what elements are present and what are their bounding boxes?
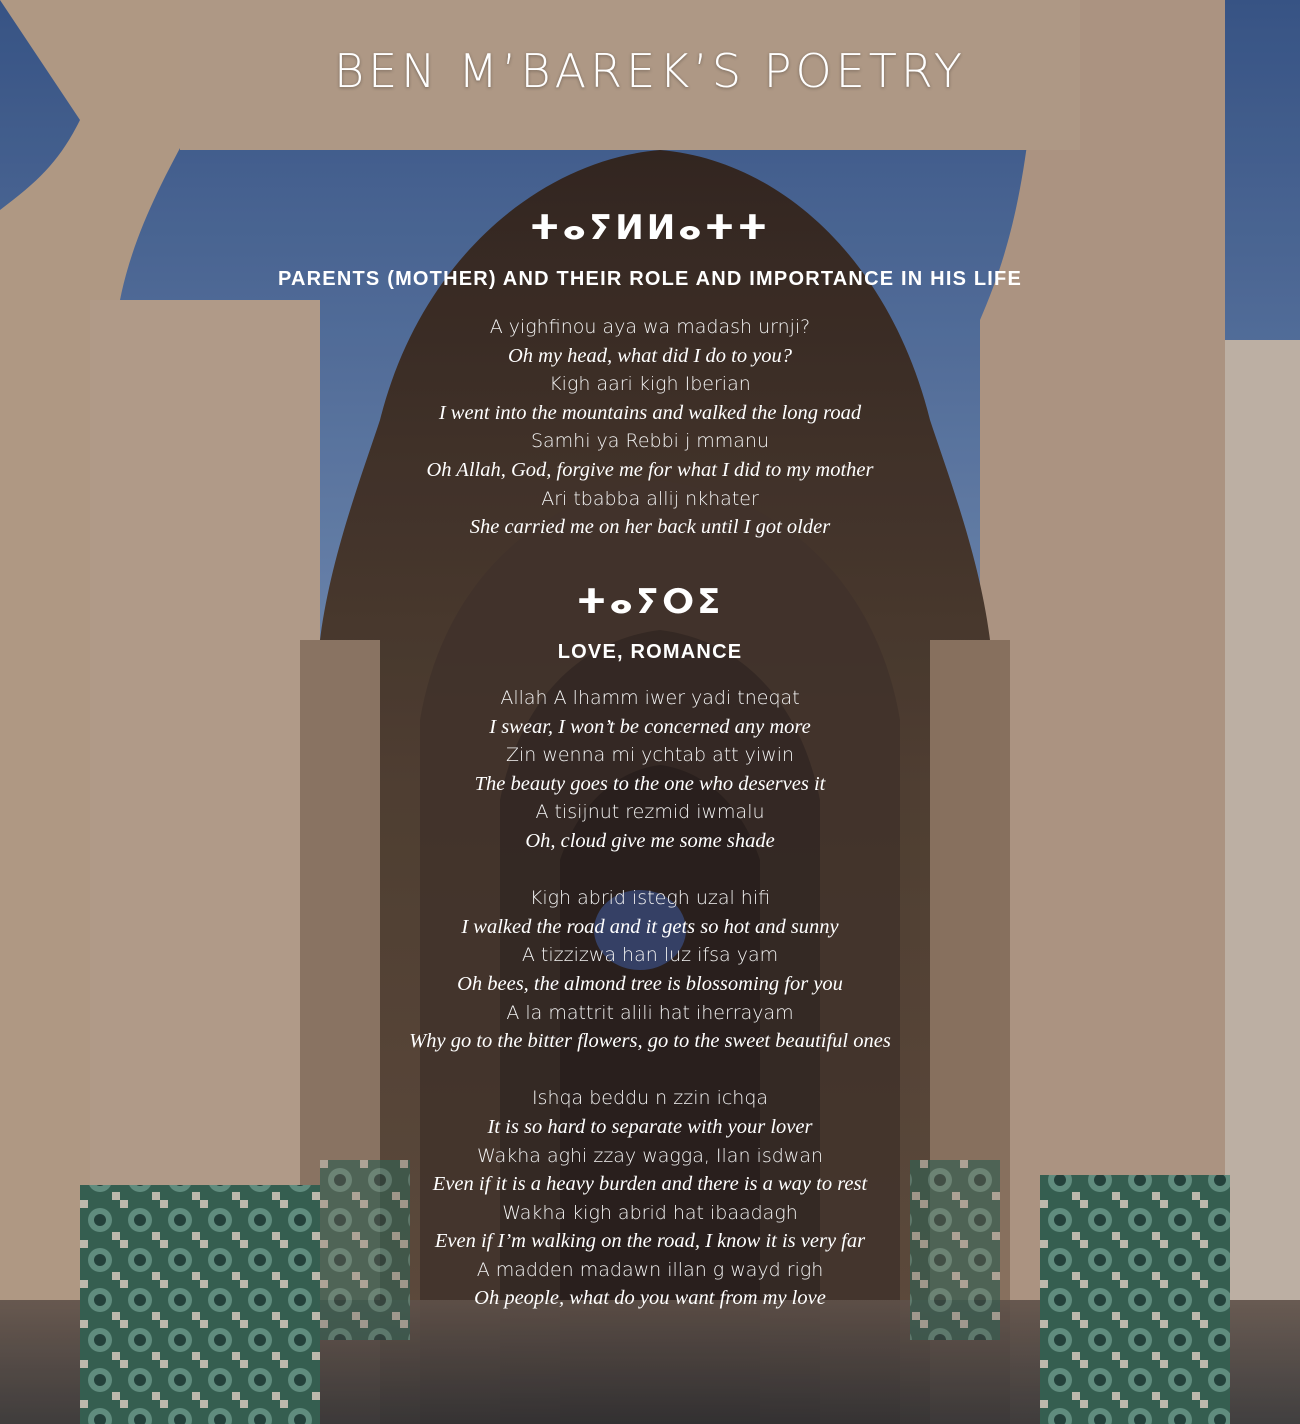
section-heading: PARENTS (MOTHER) AND THEIR ROLE AND IMPORTANCE IN HIS LIFE — [277, 268, 1023, 290]
poem-line-berber: A tisijnut rezmid iwmalu — [535, 801, 765, 824]
poem-line-english: I swear, I won’t be concerned any more — [489, 715, 811, 738]
poem-line-berber: Allah A lhamm iwer yadi tneqat — [500, 687, 800, 709]
poem-line-berber: Zin wenna mi ychtab att yiwin — [505, 744, 795, 767]
poem-line-berber: A la mattrit alili hat iherrayam — [506, 1001, 794, 1024]
poem-line-berber: Wakha kigh abrid hat ibaadagh — [502, 1201, 798, 1224]
stanza-spacer — [0, 1056, 1300, 1085]
poem-line-english: I went into the mountains and walked the long road — [438, 401, 862, 424]
poem-line-english: It is so hard to separate with your lover — [487, 1115, 813, 1138]
poem-line-berber: Kigh aari kigh Iberian — [549, 373, 751, 396]
poem-line-english: Oh my head, what did I do to you? — [507, 344, 793, 367]
poem-line-english: The beauty goes to the one who deserves it — [474, 772, 826, 795]
poem-line-berber: A tizzizwa han luz ifsa yam — [521, 944, 779, 967]
poem-line-english: She carried me on her back until I got older — [469, 516, 831, 539]
stanza-spacer — [0, 856, 1300, 885]
section-tifinagh-title: ⵜⴰⵢⵍⵍⴰⵜⵜ — [529, 208, 771, 248]
poem-line-english: Oh bees, the almond tree is blossoming for you — [457, 972, 843, 995]
page-title: BEN M’BAREK’S POETRY — [334, 44, 966, 98]
poem-line-english: Why go to the bitter flowers, go to the sweet beautiful ones — [409, 1030, 891, 1053]
poem-block — [0, 684, 1300, 1313]
poem-line-english: Even if I’m walking on the road, I know it is very far — [434, 1230, 866, 1253]
section-heading: LOVE, ROMANCE — [557, 641, 743, 663]
poem-line-berber: A madden madawn illan g wayd righ — [476, 1258, 824, 1281]
poem-line-berber: A yighfinou aya wa madash urnji? — [489, 316, 811, 338]
poem-line-berber: Ari tbabba allij nkhater — [541, 487, 759, 510]
poem-line-english: Oh people, what do you want from my love — [474, 1287, 826, 1310]
poem-line-berber: Ishqa beddu n zzin ichqa — [531, 1087, 769, 1110]
poem-line-english: I walked the road and it gets so hot and sunny — [461, 915, 839, 938]
poem-line-english: Oh Allah, God, forgive me for what I did to my mother — [426, 458, 874, 481]
poem-line-berber: Kigh abrid istegh uzal hifi — [529, 887, 771, 910]
poem-line-berber: Wakha aghi zzay wagga, Ilan isdwan — [477, 1144, 823, 1167]
section-tifinagh-title: ⵜⴰⵢⵔⵉ — [576, 582, 724, 622]
poem-line-english: Oh, cloud give me some shade — [525, 829, 775, 852]
poem-block — [0, 313, 1300, 542]
poem-line-english: Even if it is a heavy burden and there is a way to rest — [432, 1173, 868, 1196]
poem-line-berber: Samhi ya Rebbi j mmanu — [530, 430, 770, 453]
